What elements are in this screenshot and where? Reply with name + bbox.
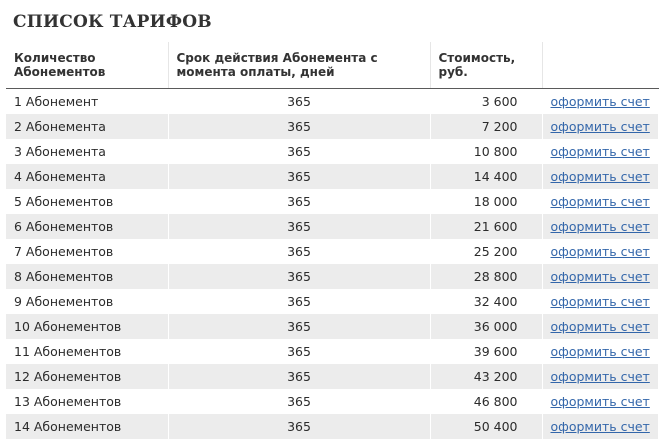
cell-price: 14 400 bbox=[430, 164, 542, 189]
table-row bbox=[6, 364, 658, 389]
column-header-count: Количество Абонементов bbox=[6, 42, 168, 89]
cell-count: 12 Абонементов bbox=[6, 364, 168, 389]
cell-price: 39 600 bbox=[430, 339, 542, 364]
order-invoice-link[interactable]: оформить счет bbox=[550, 419, 650, 434]
cell-period: 365 bbox=[168, 89, 430, 115]
cell-count: 13 Абонементов bbox=[6, 389, 168, 414]
table-row bbox=[6, 339, 658, 364]
cell-action bbox=[542, 414, 658, 439]
cell-period: 365 bbox=[168, 414, 430, 439]
cell-price: 46 800 bbox=[430, 389, 542, 414]
cell-period: 365 bbox=[168, 139, 430, 164]
cell-price: 36 000 bbox=[430, 314, 542, 339]
table-row bbox=[6, 189, 658, 214]
order-invoice-link[interactable]: оформить счет bbox=[550, 269, 650, 284]
table-row bbox=[6, 389, 658, 414]
page-title: СПИСОК ТАРИФОВ bbox=[13, 12, 212, 32]
order-invoice-link[interactable]: оформить счет bbox=[550, 194, 650, 209]
cell-count: 6 Абонементов bbox=[6, 214, 168, 239]
column-header-action bbox=[542, 42, 658, 89]
order-invoice-link[interactable]: оформить счет bbox=[550, 294, 650, 309]
cell-action bbox=[542, 264, 658, 289]
cell-period: 365 bbox=[168, 264, 430, 289]
order-invoice-link[interactable]: оформить счет bbox=[550, 394, 650, 409]
table-row bbox=[6, 314, 658, 339]
table-header-row bbox=[6, 42, 658, 89]
cell-action bbox=[542, 289, 658, 314]
table-row bbox=[6, 164, 658, 189]
table-row bbox=[6, 89, 658, 115]
cell-count: 9 Абонементов bbox=[6, 289, 168, 314]
cell-count: 5 Абонементов bbox=[6, 189, 168, 214]
table-row bbox=[6, 139, 658, 164]
cell-price: 10 800 bbox=[430, 139, 542, 164]
cell-action bbox=[542, 89, 658, 115]
cell-price: 21 600 bbox=[430, 214, 542, 239]
table-row bbox=[6, 214, 658, 239]
cell-price: 43 200 bbox=[430, 364, 542, 389]
cell-action bbox=[542, 364, 658, 389]
cell-period: 365 bbox=[168, 214, 430, 239]
table-row bbox=[6, 114, 658, 139]
order-invoice-link[interactable]: оформить счет bbox=[550, 144, 650, 159]
table-row bbox=[6, 414, 658, 439]
order-invoice-link[interactable]: оформить счет bbox=[550, 244, 650, 259]
cell-action bbox=[542, 339, 658, 364]
column-header-price: Стоимость, руб. bbox=[430, 42, 542, 89]
cell-period: 365 bbox=[168, 164, 430, 189]
cell-price: 7 200 bbox=[430, 114, 542, 139]
cell-action bbox=[542, 214, 658, 239]
cell-action bbox=[542, 314, 658, 339]
tariffs-table bbox=[6, 42, 659, 439]
table-header bbox=[6, 42, 658, 89]
cell-period: 365 bbox=[168, 364, 430, 389]
cell-count: 10 Абонементов bbox=[6, 314, 168, 339]
table-row bbox=[6, 239, 658, 264]
cell-action bbox=[542, 189, 658, 214]
cell-period: 365 bbox=[168, 239, 430, 264]
table-body bbox=[6, 89, 658, 440]
cell-count: 7 Абонементов bbox=[6, 239, 168, 264]
cell-count: 11 Абонементов bbox=[6, 339, 168, 364]
order-invoice-link[interactable]: оформить счет bbox=[550, 169, 650, 184]
cell-period: 365 bbox=[168, 389, 430, 414]
order-invoice-link[interactable]: оформить счет bbox=[550, 369, 650, 384]
cell-count: 4 Абонемента bbox=[6, 164, 168, 189]
cell-period: 365 bbox=[168, 114, 430, 139]
cell-period: 365 bbox=[168, 314, 430, 339]
cell-price: 3 600 bbox=[430, 89, 542, 115]
cell-count: 2 Абонемента bbox=[6, 114, 168, 139]
cell-count: 1 Абонемент bbox=[6, 89, 168, 115]
order-invoice-link[interactable]: оформить счет bbox=[550, 94, 650, 109]
table-row bbox=[6, 289, 658, 314]
cell-count: 3 Абонемента bbox=[6, 139, 168, 164]
cell-count: 8 Абонементов bbox=[6, 264, 168, 289]
cell-action bbox=[542, 389, 658, 414]
cell-price: 18 000 bbox=[430, 189, 542, 214]
table-row bbox=[6, 264, 658, 289]
cell-period: 365 bbox=[168, 289, 430, 314]
cell-period: 365 bbox=[168, 339, 430, 364]
cell-price: 25 200 bbox=[430, 239, 542, 264]
cell-count: 14 Абонементов bbox=[6, 414, 168, 439]
cell-price: 32 400 bbox=[430, 289, 542, 314]
cell-price: 28 800 bbox=[430, 264, 542, 289]
order-invoice-link[interactable]: оформить счет bbox=[550, 344, 650, 359]
cell-action bbox=[542, 114, 658, 139]
order-invoice-link[interactable]: оформить счет bbox=[550, 219, 650, 234]
cell-action bbox=[542, 139, 658, 164]
cell-price: 50 400 bbox=[430, 414, 542, 439]
cell-action bbox=[542, 164, 658, 189]
cell-action bbox=[542, 239, 658, 264]
column-header-period: Срок действия Абонемента с момента оплаты, дней bbox=[168, 42, 430, 89]
cell-period: 365 bbox=[168, 189, 430, 214]
order-invoice-link[interactable]: оформить счет bbox=[550, 319, 650, 334]
order-invoice-link[interactable]: оформить счет bbox=[550, 119, 650, 134]
